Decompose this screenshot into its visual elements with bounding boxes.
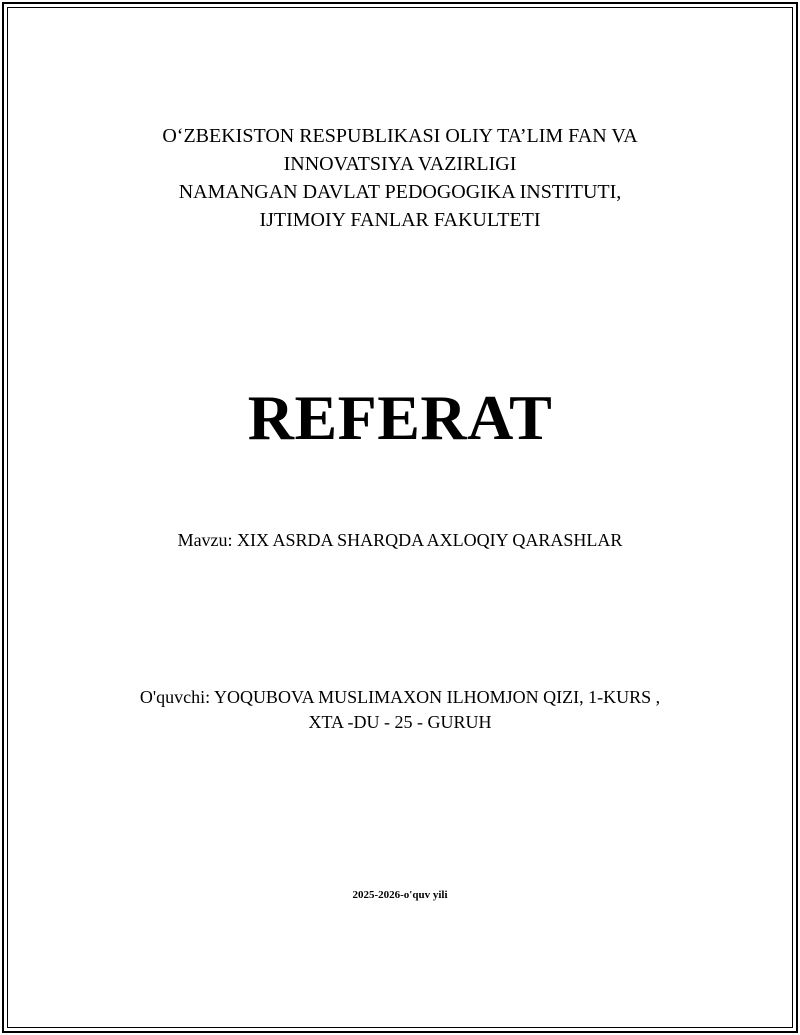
document-title: REFERAT: [247, 382, 553, 453]
header-line-institute: NAMANGAN DAVLAT PEDOGOGIKA INSTITUTI,: [178, 181, 622, 203]
topic-line: Mavzu: XIX ASRDA SHARQDA AXLOQIY QARASHLAR: [177, 530, 623, 550]
student-name-line: O'quvchi: YOQUBOVA MUSLIMAXON ILHOMJON QIZI, 1-KURS ,: [139, 687, 661, 707]
student-info: [0, 685, 800, 735]
header-line-ministry: O‘ZBEKISTON RESPUBLIKASI OLIY TA’LIM FAN VA: [162, 125, 638, 147]
institution-header: [0, 122, 800, 234]
header-line-faculty: IJTIMOIY FANLAR FAKULTETI: [259, 209, 541, 231]
academic-year: 2025-2026-o'quv yili: [352, 889, 448, 901]
header-line-ministry-cont: INNOVATSIYA VAZIRLIGI: [283, 153, 517, 175]
student-group-line: XTA -DU - 25 - GURUH: [308, 712, 492, 732]
